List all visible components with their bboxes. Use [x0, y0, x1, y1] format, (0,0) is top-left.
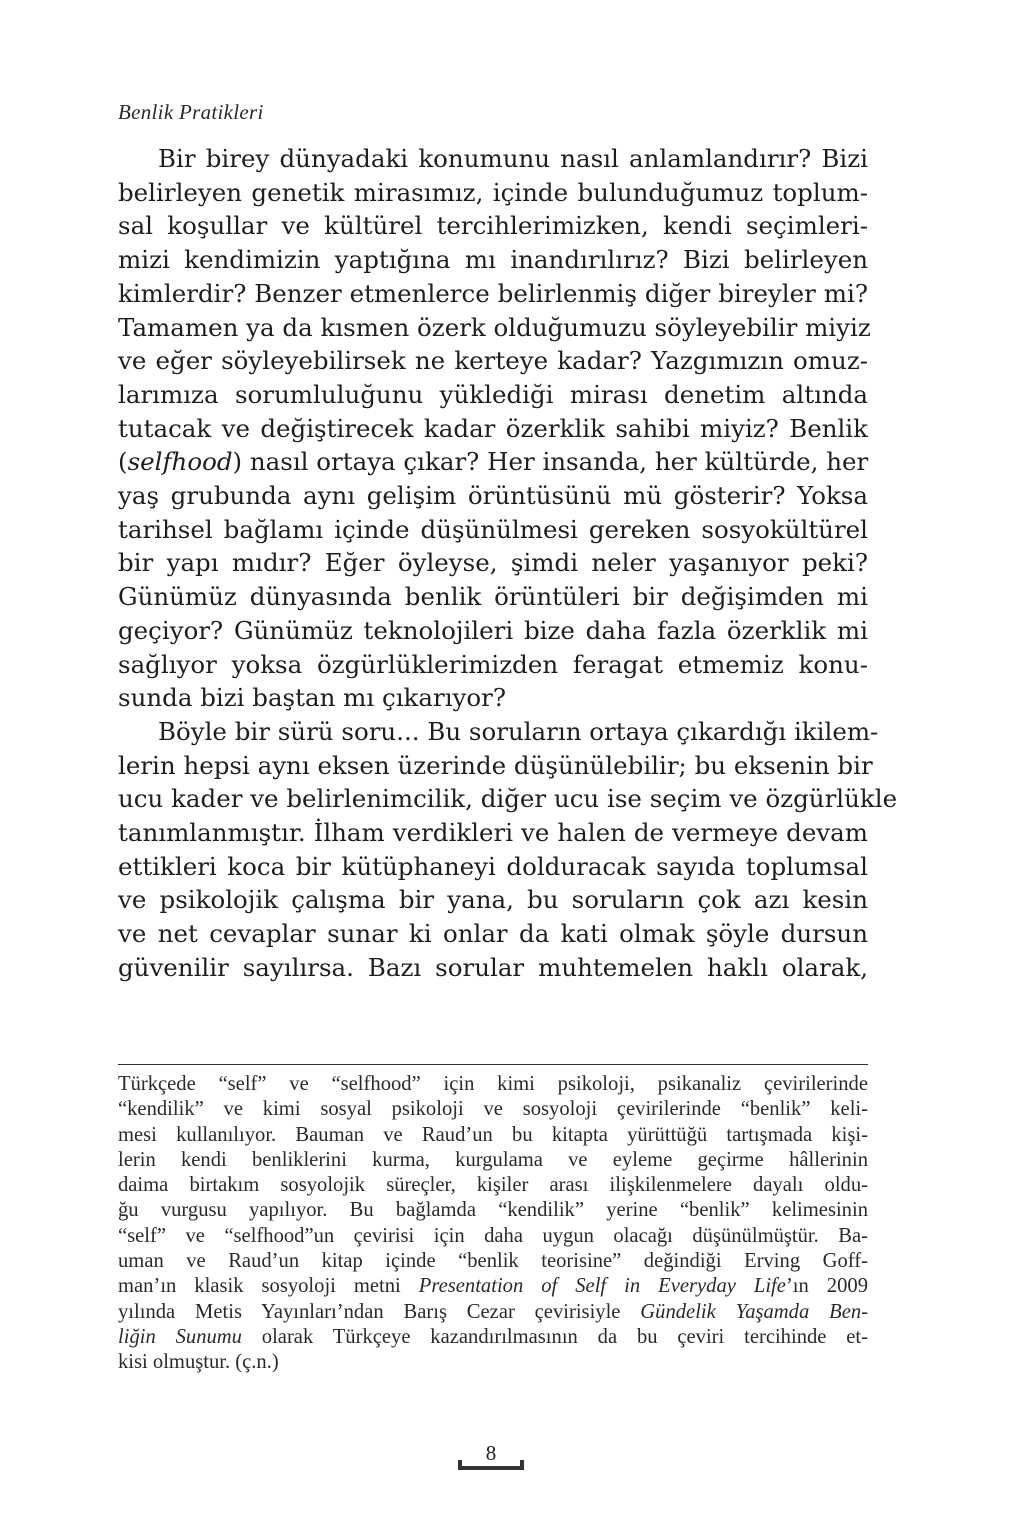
footnote-line: Türkçede “self” ve “selfhood” için kimi psikoloji, psikanaliz çevirilerinde: [118, 1073, 868, 1095]
footnote-line: “self” ve “selfhood”un çevirisi için daha uygun olacağı düşünülmüştür. Ba-: [118, 1224, 868, 1247]
body-line: bir yapı mıdır? Eğer öyleyse, şimdi neler yaşanıyor peki?: [118, 548, 868, 578]
body-line: larımıza sorumluluğunu yüklediği mirası denetim altında: [118, 379, 868, 409]
body-line: geçiyor? Günümüz teknolojileri bize daha fazla özerklik mi: [118, 615, 868, 645]
footnote-line-italic: liğin Sunumu: [118, 1325, 242, 1348]
body-line: Böyle bir sürü soru... Bu soruların ortaya çıkardığı ikilem-: [158, 716, 879, 746]
body-line: [118, 445, 868, 479]
footnote-divider: [118, 1064, 868, 1065]
body-line: ve eğer söyleyebilirsek ne kerteye kadar? Yazgımızın omuz-: [118, 346, 868, 376]
body-line: ettikleri koca bir kütüphaneyi dolduracak sayıda toplumsal: [118, 851, 868, 881]
body-line: tanımlanmıştır. İlham verdikleri ve halen de vermeye devam: [118, 818, 868, 848]
footnote-line: [118, 1274, 868, 1299]
body-line: Bir birey dünyadaki konumunu nasıl anlamlandırır? Bizi: [158, 144, 868, 173]
body-line: lerin hepsi aynı eksen üzerinde düşünülebilir; bu eksenin bir: [118, 750, 873, 780]
footnote-line: “kendilik” ve kimi sosyal psikoloji ve sosyoloji çevirilerinde “benlik” keli-: [118, 1098, 868, 1121]
body-line: yaş grubunda aynı gelişim örüntüsünü mü gösterir? Yoksa: [118, 481, 868, 511]
body-line: sal koşullar ve kültürel tercihlerimizken, kendi seçimleri-: [118, 211, 868, 241]
footnote-line: uman ve Raud’un kitap içinde “benlik teorisine” değindiği Erving Goff-: [118, 1250, 868, 1273]
body-line: Tamamen ya da kısmen özerk olduğumuzu söyleyebilir miyiz: [118, 312, 871, 342]
footnote-line-italic: Gündelik Yaşamda Ben-: [640, 1300, 868, 1323]
footnote: [118, 1072, 868, 1376]
page-number-ornament: [458, 1442, 524, 1470]
footnote-line: lerin kendi benliklerini kurma, kurgulama ve eyleme geçirme hâllerinin: [118, 1148, 868, 1171]
page-number: 8: [485, 1441, 497, 1465]
body-line-text: (: [118, 447, 128, 477]
body-line: Günümüz dünyasında benlik örüntüleri bir değişimden mi: [118, 582, 868, 612]
body-line: tarihsel bağlamı içinde düşünülmesi gereken sosyokültürel: [118, 514, 868, 544]
footnote-line: daima birtakım sosyolojik süreçler, kişiler arası ilişkilenmelere dayalı oldu-: [118, 1174, 868, 1197]
footnote-line-text: olarak Türkçeye kazandırılmasının da bu çeviri tercihinde et-: [241, 1325, 868, 1348]
footnote-line: ğu vurgusu yapılıyor. Bu bağlamda “kendilik” yerine “benlik” kelimesinin: [118, 1199, 868, 1222]
main-text: [118, 142, 898, 985]
footnote-line-text: man’ın klasik sosyoloji metni: [118, 1275, 419, 1298]
body-line: kimlerdir? Benzer etmenlerce belirlenmiş diğer bireyler mi?: [118, 278, 868, 308]
footnote-line-text: ’ın 2009: [785, 1275, 868, 1298]
footnote-line: [118, 1300, 868, 1325]
body-line: tutacak ve değiştirecek kadar özerklik sahibi miyiz? Benlik: [118, 413, 868, 443]
body-line: belirleyen genetik mirasımız, içinde bulunduğumuz toplum-: [118, 177, 868, 207]
footnote-line: [118, 1325, 868, 1350]
body-line: güvenilir sayılırsa. Bazı sorular muhtemelen haklı olarak,: [118, 952, 868, 982]
body-line: sunda bizi baştan mı çıkarıyor?: [118, 683, 506, 713]
body-line: sağlıyor yoksa özgürlüklerimizden feragat etmemiz konu-: [118, 649, 868, 679]
footnote-line: kisi olmuştur. (ç.n.): [118, 1351, 279, 1374]
body-line: ve net cevaplar sunar ki onlar da kati olmak şöyle dursun: [118, 919, 868, 949]
body-line: mizi kendimizin yaptığına mı inandırılırız? Bizi belirleyen: [118, 245, 868, 275]
body-line-italic: selfhood: [127, 447, 233, 477]
footnote-line: mesi kullanılıyor. Bauman ve Raud’un bu kitapta yürüttüğü tartışmada kişi-: [118, 1123, 868, 1146]
body-line: ucu kader ve belirlenimcilik, diğer ucu ise seçim ve özgürlükle: [118, 784, 898, 814]
body-line-text: ) nasıl ortaya çıkar? Her insanda, her kültürde, her: [232, 447, 869, 477]
running-head: Benlik Pratikleri: [118, 100, 264, 124]
footnote-line-italic: Presentation of Self in Everyday Life: [418, 1275, 786, 1298]
body-line: ve psikolojik çalışma bir yana, bu soruların çok azı kesin: [118, 885, 868, 915]
footnote-line-text: yılında Metis Yayınları’ndan Barış Cezar çevirisiyle: [118, 1300, 641, 1323]
